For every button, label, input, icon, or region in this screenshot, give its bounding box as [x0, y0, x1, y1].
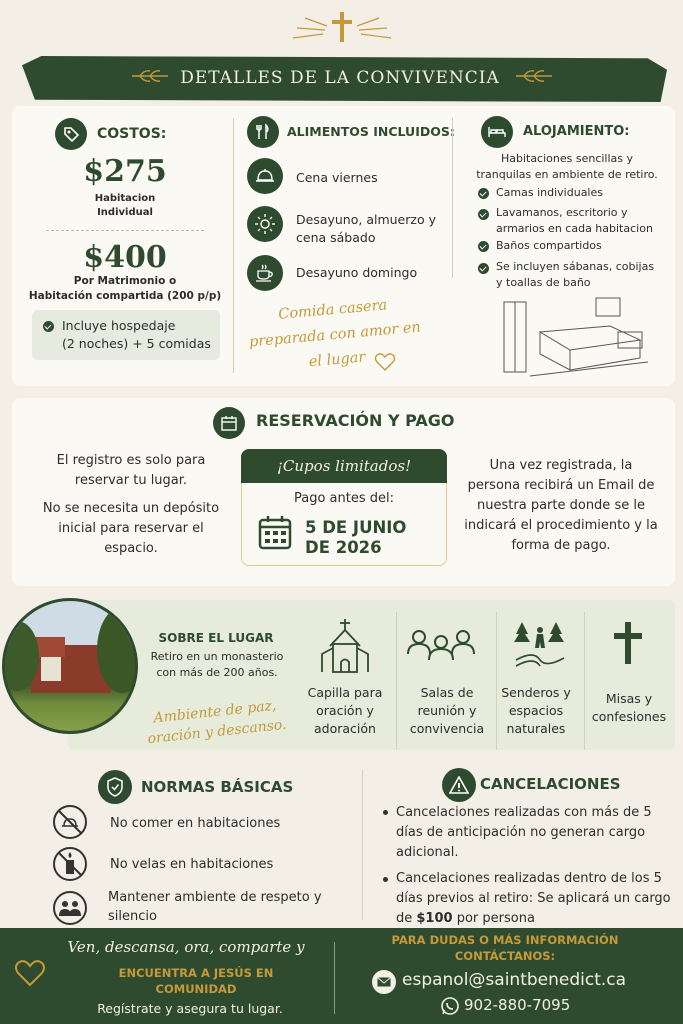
no-food-icon — [52, 804, 88, 840]
divider — [452, 118, 453, 278]
lodging-item-4: Se incluyen sábanas, cobijas y toallas de baño — [496, 260, 655, 289]
email-icon — [372, 970, 396, 994]
reservation-right: Una vez registrada, la persona recibirá un Email de nuestra parte donde se le indicará el procedimiento y la forma de pago. — [464, 458, 658, 553]
check-icon — [478, 209, 489, 220]
divider — [362, 770, 363, 920]
cancel-item-2-suffix: por persona — [452, 911, 535, 926]
cross-icon — [614, 622, 642, 664]
price-single-desc: Habitacion Individual — [94, 193, 156, 218]
feature-trails: Senderos y espacios naturales — [501, 685, 571, 736]
no-candle-icon — [52, 846, 88, 882]
calendar-grid-icon — [258, 515, 292, 551]
food-item-3: Desayuno domingo — [296, 265, 418, 280]
check-icon — [478, 263, 489, 274]
contact-title: PARA DUDAS O MÁS INFORMACIÓN CONTÁCTANOS: — [391, 933, 619, 963]
price-shared-desc: Por Matrimonio o Habitación compartida (200 p/p) — [28, 275, 222, 302]
footer-motto: Ven, descansa, ora, comparte y — [67, 938, 305, 956]
cancel-item-2-text: Cancelaciones realizadas dentro de los 5 días previos al retiro: Se aplicará un cargo de — [396, 871, 671, 926]
shield-icon — [98, 770, 132, 804]
feature-chapel: Capilla para oración y adoración — [307, 685, 383, 736]
feature-meeting: Salas de reunión y convivencia — [409, 685, 485, 736]
leaf-left-icon — [130, 68, 170, 84]
price-single: $275 — [83, 154, 167, 189]
lodging-title: ALOJAMIENTO: — [523, 124, 630, 139]
lodging-item-1: Camas individuales — [496, 186, 603, 199]
footer-motto-2: ENCUENTRA A JESÚS EN COMUNIDAD — [118, 966, 274, 996]
includes-text: Incluye hospedaje (2 noches) + 5 comidas — [62, 318, 211, 351]
lodging-item-2: Lavamanos, escritorio y armarios en cada habitacion — [496, 206, 653, 235]
pay-before-label: Pago antes del: — [293, 491, 394, 506]
bedroom-sketch-icon — [500, 292, 650, 378]
heart-icon — [374, 352, 396, 372]
hiking-trail-icon — [514, 620, 566, 668]
check-icon — [478, 188, 489, 199]
cancel-fee: $100 — [416, 911, 453, 926]
cancel-item-2 — [396, 869, 681, 929]
whatsapp-icon — [440, 996, 460, 1016]
place-title: SOBRE EL LUGAR — [158, 631, 274, 645]
food-title: ALIMENTOS INCLUIDOS: — [287, 124, 455, 139]
bed-icon — [481, 116, 513, 148]
calendar-icon — [213, 407, 245, 439]
leaf-right-icon — [514, 68, 554, 84]
contact-phone[interactable]: 902-880-7095 — [464, 996, 571, 1014]
footer-cta: Regístrate y asegura tu lugar. — [97, 1001, 283, 1016]
divider — [396, 612, 397, 750]
place-desc: Retiro en un monasterio con más de 200 años. — [150, 650, 284, 679]
bullet-dot — [383, 810, 388, 815]
bullet-dot — [383, 877, 388, 882]
food-item-1: Cena viernes — [296, 170, 378, 185]
reservation-left-1: El registro es solo para reservar tu lugar. — [56, 453, 206, 488]
limited-spots-banner: ¡Cupos limitados! — [241, 449, 447, 483]
cancel-item-1: Cancelaciones realizadas con más de 5 días de anticipación no generan cargo adicional. — [396, 805, 652, 860]
reservation-title: RESERVACIÓN Y PAGO — [256, 411, 455, 430]
respect-people-icon — [52, 890, 88, 926]
coffee-cup-icon — [247, 255, 283, 291]
rule-item-3: Mantener ambiente de respeto y silencio — [108, 890, 322, 924]
cross-rays-icon — [283, 8, 401, 48]
place-tagline: Ambiente de paz, oración y descanso. — [146, 697, 288, 748]
fork-knife-icon — [247, 116, 279, 148]
sun-icon — [247, 206, 283, 242]
food-item-2: Desayuno, almuerzo y cena sábado — [296, 212, 436, 245]
contact-email[interactable]: espanol@saintbenedict.ca — [402, 970, 627, 990]
divider — [233, 118, 234, 373]
food-tagline: Comida casera preparada con amor en el lugar — [248, 297, 422, 371]
divider — [584, 612, 585, 750]
price-shared: $400 — [83, 240, 167, 275]
payment-date: 5 DE JUNIO DE 2026 — [305, 518, 407, 557]
monastery-photo — [2, 598, 138, 734]
cloche-icon — [247, 158, 283, 194]
reservation-left-2: No se necesita un depósito inicial para reservar el espacio. — [42, 501, 220, 556]
divider — [46, 230, 204, 231]
warning-icon — [442, 768, 476, 802]
feature-masses: Misas y confesiones — [591, 691, 667, 724]
rules-title: NORMAS BÁSICAS — [141, 778, 294, 796]
cancel-title: CANCELACIONES — [480, 775, 621, 793]
price-tag-icon — [55, 118, 87, 150]
divider — [496, 612, 497, 750]
people-group-icon — [406, 628, 476, 662]
rule-item-2: No velas en habitaciones — [110, 857, 274, 872]
rule-item-1: No comer en habitaciones — [110, 816, 281, 831]
chapel-icon — [320, 618, 370, 674]
divider — [334, 942, 335, 1014]
lodging-intro: Habitaciones sencillas y tranquilas en ambiente de retiro. — [476, 152, 658, 181]
costs-title: COSTOS: — [97, 126, 167, 142]
check-icon — [478, 241, 489, 252]
heart-outline-icon — [14, 958, 46, 988]
check-icon — [43, 321, 54, 332]
header-title: DETALLES DE LA CONVIVENCIA — [180, 68, 500, 88]
lodging-item-3: Baños compartidos — [496, 239, 602, 252]
